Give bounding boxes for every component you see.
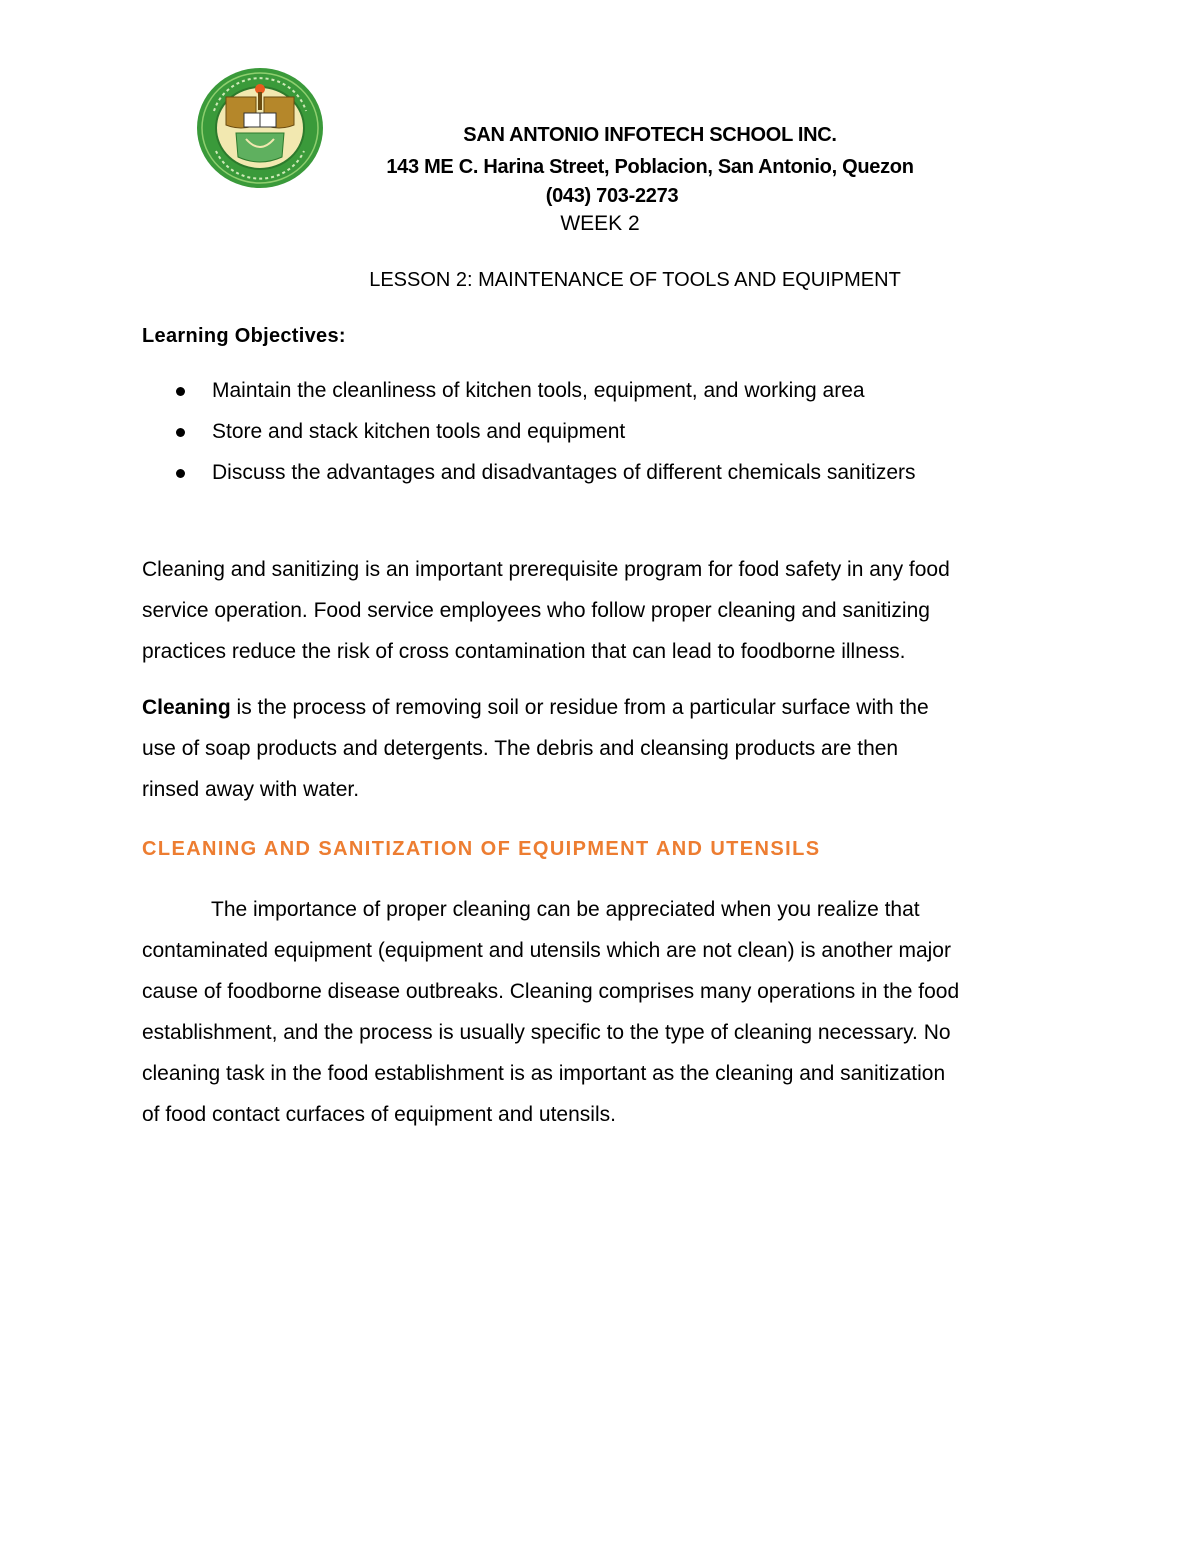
school-name: SAN ANTONIO INFOTECH SCHOOL INC. [463,124,837,146]
list-item [142,419,1102,460]
paragraph-line: Cleaning and sanitizing is an important prerequisite program for food safety in any food [142,558,950,581]
cleaning-term: Cleaning [142,696,231,719]
paragraph-line: cause of foodborne disease outbreaks. Cleaning comprises many operations in the food [142,980,960,1003]
cleaning-definition [142,687,1072,810]
paragraph-line [142,687,1072,728]
list-item [142,378,1102,419]
paragraph-line: rinsed away with water. [142,778,360,801]
paragraph-line: contaminated equipment (equipment and utensils which are not clean) is another major [142,939,951,962]
school-address: 143 ME C. Harina Street, Poblacion, San Antonio, Quezon [386,156,914,178]
week-label: WEEK 2 [560,212,640,235]
objectives-list [142,378,1102,501]
section-heading: CLEANING AND SANITIZATION OF EQUIPMENT AND UTENSILS [142,838,821,860]
paragraph-line [142,889,1102,930]
paragraph-line-text: The importance of proper cleaning can be appreciated when you realize that [211,898,920,921]
bullet-icon [176,469,185,478]
bullet-icon [176,387,185,396]
objective-text: Store and stack kitchen tools and equipment [212,420,626,443]
list-item [142,460,1102,501]
objectives-title: Learning Objectives: [142,325,346,347]
paragraph-line: practices reduce the risk of cross contamination that can lead to foodborne illness. [142,640,906,663]
definition-text: is the process of removing soil or residue from a particular surface with the [230,696,929,719]
objective-text: Discuss the advantages and disadvantages of different chemicals sanitizers [212,461,916,484]
paragraph-line: use of soap products and detergents. The debris and cleansing products are then [142,737,899,760]
section-paragraph [142,889,1102,1135]
objective-text: Maintain the cleanliness of kitchen tools, equipment, and working area [212,379,865,402]
paragraph-line: of food contact curfaces of equipment and utensils. [142,1103,616,1126]
paragraph-line: service operation. Food service employees who follow proper cleaning and sanitizing [142,599,930,622]
paragraph-line: cleaning task in the food establishment is as important as the cleaning and sanitization [142,1062,946,1085]
lesson-title: LESSON 2: MAINTENANCE OF TOOLS AND EQUIPMENT [369,269,901,291]
paragraph-line: establishment, and the process is usually specific to the type of cleaning necessary. No [142,1021,951,1044]
bullet-icon [176,428,185,437]
school-phone: (043) 703-2273 [545,185,679,207]
intro-paragraph [142,549,1072,672]
